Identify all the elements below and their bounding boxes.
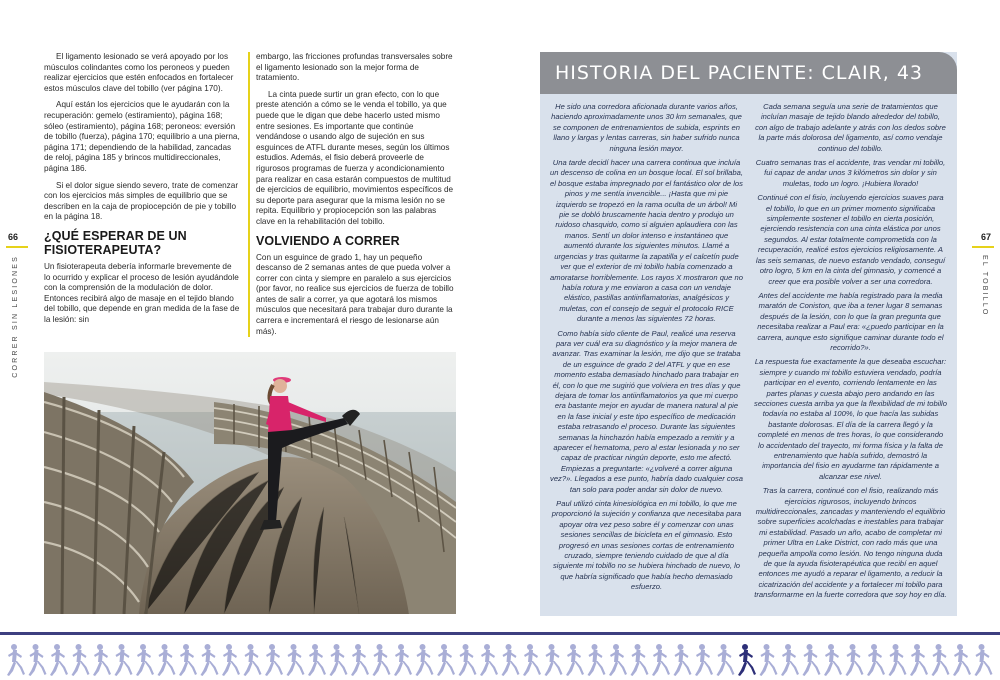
runner-icon xyxy=(738,644,756,676)
runner-icon xyxy=(394,644,412,676)
story-paragraph: Tras la carrera, continué con el fisio, realizando más ejercicios rigurosos, incluyendo brincos multidireccionales, zancadas y manteniendo el equilibrio sobre superficies acolchadas e inestables para trabajar mi estabilidad. Pasado un año, acabo de completar mi primer Ultra en Lake District, con rado más que una pequeña ampolla como lesión. No tengo ninguna duda de que la ayuda fisioterapéutica que recibí en aquel entonces me ayudó a reparar el ligamento, a reducir la cicatrización del accidente y a fortalecer mi tobillo para transformarme en la fuerte corredora que soy hoy en día. xyxy=(754,486,947,600)
runner-icon xyxy=(265,644,283,676)
patient-story-box xyxy=(540,52,957,616)
runner-icon xyxy=(115,644,133,676)
runner-icon xyxy=(351,644,369,676)
paragraph: Aquí están los ejercicios que le ayudarán con la recuperación: gemelo (estiramiento), página 168; sóleo (estiramiento), página 168; peroneos: eversión de tobillo (fuerza), página 170; equilibrio a una pierna, página 171; dependiendo de la habilidad, zancadas de reloj, página 185 y brincos multidireccionales, página 186. xyxy=(44,100,240,173)
runner-icon xyxy=(760,644,778,676)
runner-icon xyxy=(889,644,907,676)
runner-icon xyxy=(609,644,627,676)
story-paragraph: Paul utilizó cinta kinesiológica en mi tobillo, lo que me proporcionó la sujeción y confianza que necesitaba para apoyar otra vez peso sobre él y comenzar con unas sesiones sencillas de bicicleta en el gimnasio. Esto progresó en unas sesiones cortas de entrenamiento cruzado, siempre teniendo cuidado de que al día siguiente mi tobillo no se hubiera hinchado de nuevo, lo que habría significado que había hecho demasiado esfuerzo. xyxy=(551,499,742,592)
runner-icon xyxy=(158,644,176,676)
runner-icon xyxy=(416,644,434,676)
runner-icon xyxy=(781,644,799,676)
runner-icon xyxy=(867,644,885,676)
story-paragraph: Cuatro semanas tras el accidente, tras vendar mi tobillo, fui capaz de andar unos 3 kilómetros sin dolor y sin muletas, todo un logro. ¡Hubiera llorado! xyxy=(755,158,946,188)
runner-icon xyxy=(953,644,971,676)
heading-physio: ¿QUÉ ESPERAR DE UN FISIOTERAPEUTA? xyxy=(44,228,187,257)
patient-story-column-2 xyxy=(754,102,947,605)
running-head-right: EL TOBILLO xyxy=(981,255,988,317)
paragraph: Un fisioterapeuta debería informarle brevemente de lo ocurrido y explicar el proceso de lesión ayudándole con la comprensión de la modulación de dolor. Entonces recibirá algo de masaje en el tejido blando del tobillo, que depende en gran medida de la fase de la lesión: sin xyxy=(44,261,240,324)
page-number-rule xyxy=(972,246,994,248)
runner-icon xyxy=(222,644,240,676)
runner-icon xyxy=(695,644,713,676)
runner-icon xyxy=(674,644,692,676)
story-paragraph: La respuesta fue exactamente la que deseaba escuchar: siempre y cuando mi tobillo estuviera vendado, podría participar en el evento, corriendo lentamente en las partes planas y cuesta abajo pero andando en las secciones cuesta arriba ya que la flexibilidad de mi tobillo todavía no estaba al 100%, lo que hacía las subidas bastante dolorosas. El día de la carrera llegó y la completé en menos de tres horas, lo que considerando lo accidentado del trayecto, mi forma física y la falta de entrenamiento que había sufrido, demostró la importancia del fisio en ayudarme tan rápidamente a alcanzar ese nivel. xyxy=(754,357,947,481)
runner-icon xyxy=(717,644,735,676)
page-number-left: 66 xyxy=(8,232,19,242)
runner-icon xyxy=(308,644,326,676)
paragraph: El ligamento lesionado se verá apoyado por los músculos colindantes como los peroneos y pueden realizar ejercicios que estén enfocados en fortalecer estos músculos clave del tobillo (ver página 170). xyxy=(44,52,234,93)
runner-icon xyxy=(373,644,391,676)
page-number-right: 67 xyxy=(980,232,991,242)
runner-strip xyxy=(0,636,1000,680)
runner-icon xyxy=(652,644,670,676)
runner-icon xyxy=(803,644,821,676)
story-paragraph: Antes del accidente me había registrado para la media maratón de Coniston, que iba a tener lugar 8 semanas después de la lesión, con lo que la gran pregunta que necesitaba realizar a Paul era: «¿puedo participar en la carrera, aunque esto signifique caminar durante todo el recorrido?». xyxy=(757,290,944,352)
runner-icon xyxy=(244,644,262,676)
runner-icon xyxy=(910,644,928,676)
runner-icon xyxy=(201,644,219,676)
column-divider xyxy=(248,52,250,337)
runner-icon xyxy=(459,644,477,676)
page-number-rule xyxy=(6,246,28,248)
runner-icon xyxy=(932,644,950,676)
runner-icon xyxy=(631,644,649,676)
patient-story-title: HISTORIA DEL PACIENTE: CLAIR, 43 xyxy=(540,52,957,94)
boardwalk-stretch-photo xyxy=(44,352,456,614)
paragraph: Si el dolor sigue siendo severo, trate de comenzar con los ejercicios más simples de equilibrio que se describen en la caja de propiocepción de pie y tobillo en la página 18. xyxy=(44,180,239,222)
runner-icon xyxy=(846,644,864,676)
runner-icon xyxy=(566,644,584,676)
story-paragraph: Una tarde decidí hacer una carrera continua que incluía un descenso de colina en un bosque local. El sol brillaba, el bosque estaba impregnado por el fantástico olor de los pinos y me sentía invencible... ¡Hasta que mi pie izquierdo se tropezó en la rama oculta de un árbol! Mi pie se dobló bruscamente hacia dentro y produjo un ruidoso chasquido, como si alguien aplaudiera con las manos. Sentí un dolor intenso e instantáneo que aumentó durante los siguientes minutos. Llamé a urgencias y tras quitarme la zapatilla y el calcetín pude ver que el exterior de mi tobillo había comenzado a amoratarse horriblemente. Los rayos X mostraron que no había rotura y me enviaron a casa con un vendaje elástico, pastillas antiinflamatorias, analgésicos y muletas, con el consejo de seguir el protocolo RICE durante a menos las siguientes 72 horas. xyxy=(550,158,743,324)
story-paragraph: Continué con el fisio, incluyendo ejercicios suaves para el tobillo, lo que en un primer momento significaba simplemente sostener el tobillo en cierta posición, ejerciendo resistencia con una cinta elástica por unos segundos. Al estar totalmente comprometida con la recuperación, realicé estos ejercicios religiosamente. A las seis semanas, de nuevo estando vendado, conseguí otro logro, 5 km en la cinta del gimnasio, y comencé a creer que era posible volver a ser una corredora. xyxy=(755,193,946,286)
runner-icon xyxy=(179,644,197,676)
runner-icon xyxy=(136,644,154,676)
paragraph: Con un esguince de grado 1, hay un pequeño descanso de 2 semanas antes de que pueda volver a correr con cinta y siempre en paralelo a sus ejercicios (por favor, no realice sus ejercicios de fuerza de tobillo antes de salir a correr, ya que agotará los mismos músculos que necesitará para trabajar duro durante la carrera e incrementará el riesgo de lesionarse aún más). xyxy=(256,252,454,336)
runner-icon xyxy=(502,644,520,676)
story-paragraph: Cada semana seguía una serie de tratamientos que incluían masaje de tejido blando alrededor del tobillo, con algo de trabajo adelante y atrás con los dedos sobre la parte más dolorosa del ligamento, así como vendaje continuo del tobillo. xyxy=(755,102,946,153)
footer-rule xyxy=(0,632,1000,635)
running-head-left: CORRER SIN LESIONES xyxy=(12,255,19,378)
runner-icon xyxy=(29,644,47,676)
photo-illustration xyxy=(44,352,456,614)
left-column-2 xyxy=(256,52,456,343)
runner-icon xyxy=(50,644,68,676)
runner-icon xyxy=(437,644,455,676)
heading-return-running: VOLVIENDO A CORRER xyxy=(256,233,400,248)
left-column-1 xyxy=(44,52,240,331)
runner-icon xyxy=(330,644,348,676)
runner-icon xyxy=(545,644,563,676)
runner-icon xyxy=(588,644,606,676)
runner-icon xyxy=(824,644,842,676)
runner-icon xyxy=(7,644,25,676)
story-paragraph: Como había sido cliente de Paul, realicé una reserva para ver cuál era su diagnóstico y la mejor manera de avanzar. Tras examinar la lesión, me dijo que se trataba de un esguince de grado 2 del ATFL y que en ese momento estaba demasiado hinchado para trabajar en él, con lo que me sugirió que volviera en tres días y que dejara de tomar los antiinflamatorios ya que mi cuerpo era bastante mejor en ayudar de manera natural al pie en la fase inicial y este tipo específico de medicación estaba retrasando el proceso. Durante las siguientes semanas la hinchazón había empezado a remitir y a aparecer el hematoma, pero al estar lesionada y no ser capaz de practicar ningún deporte, esto me afectó. Empiezas a preguntarte: «¿volveré a correr alguna vez?». Llegados a ese punto, habría dado cualquier cosa tan solo para poder andar sin dolor de nuevo. xyxy=(550,328,743,494)
patient-story-column-1 xyxy=(550,102,743,597)
runner-icon xyxy=(975,644,993,676)
runner-icon xyxy=(287,644,305,676)
runner-icon xyxy=(72,644,90,676)
story-paragraph: He sido una corredora aficionada durante varios años, haciendo aproximadamente unos 30 km semanales, que se componen de entrenamientos de subida, esprints en llano y largas y lentas carreras, sin haber sufrido nunca ninguna lesión mayor. xyxy=(551,102,742,153)
runner-icon xyxy=(480,644,498,676)
paragraph: La cinta puede surtir un gran efecto, con lo que preste atención a cómo se le venda el tobillo, ya que puede que le digan que debe hacerlo usted mismo entre sesiones. Es importante que continúe vendándose o usando algo de sujeción en sus esguinces de ATFL durante meses, según los últimos estudios. Además, el fisio deberá proveerle de rigurosos programas de fuerza y acondicionamiento para realizar en casa estarán compuestos de multitud de ejercicios de equilibrio, movimientos específicos de su deporte para asegurar que la misma lesión no se repita. Equilibrio y propiocepción son las palabras clave en la rehabilitación del tobillo. xyxy=(256,89,454,226)
runner-icon xyxy=(523,644,541,676)
paragraph: embargo, las fricciones profundas transversales sobre el ligamento lesionado son la mejor forma de tratamiento. xyxy=(256,52,453,83)
runner-icon xyxy=(93,644,111,676)
